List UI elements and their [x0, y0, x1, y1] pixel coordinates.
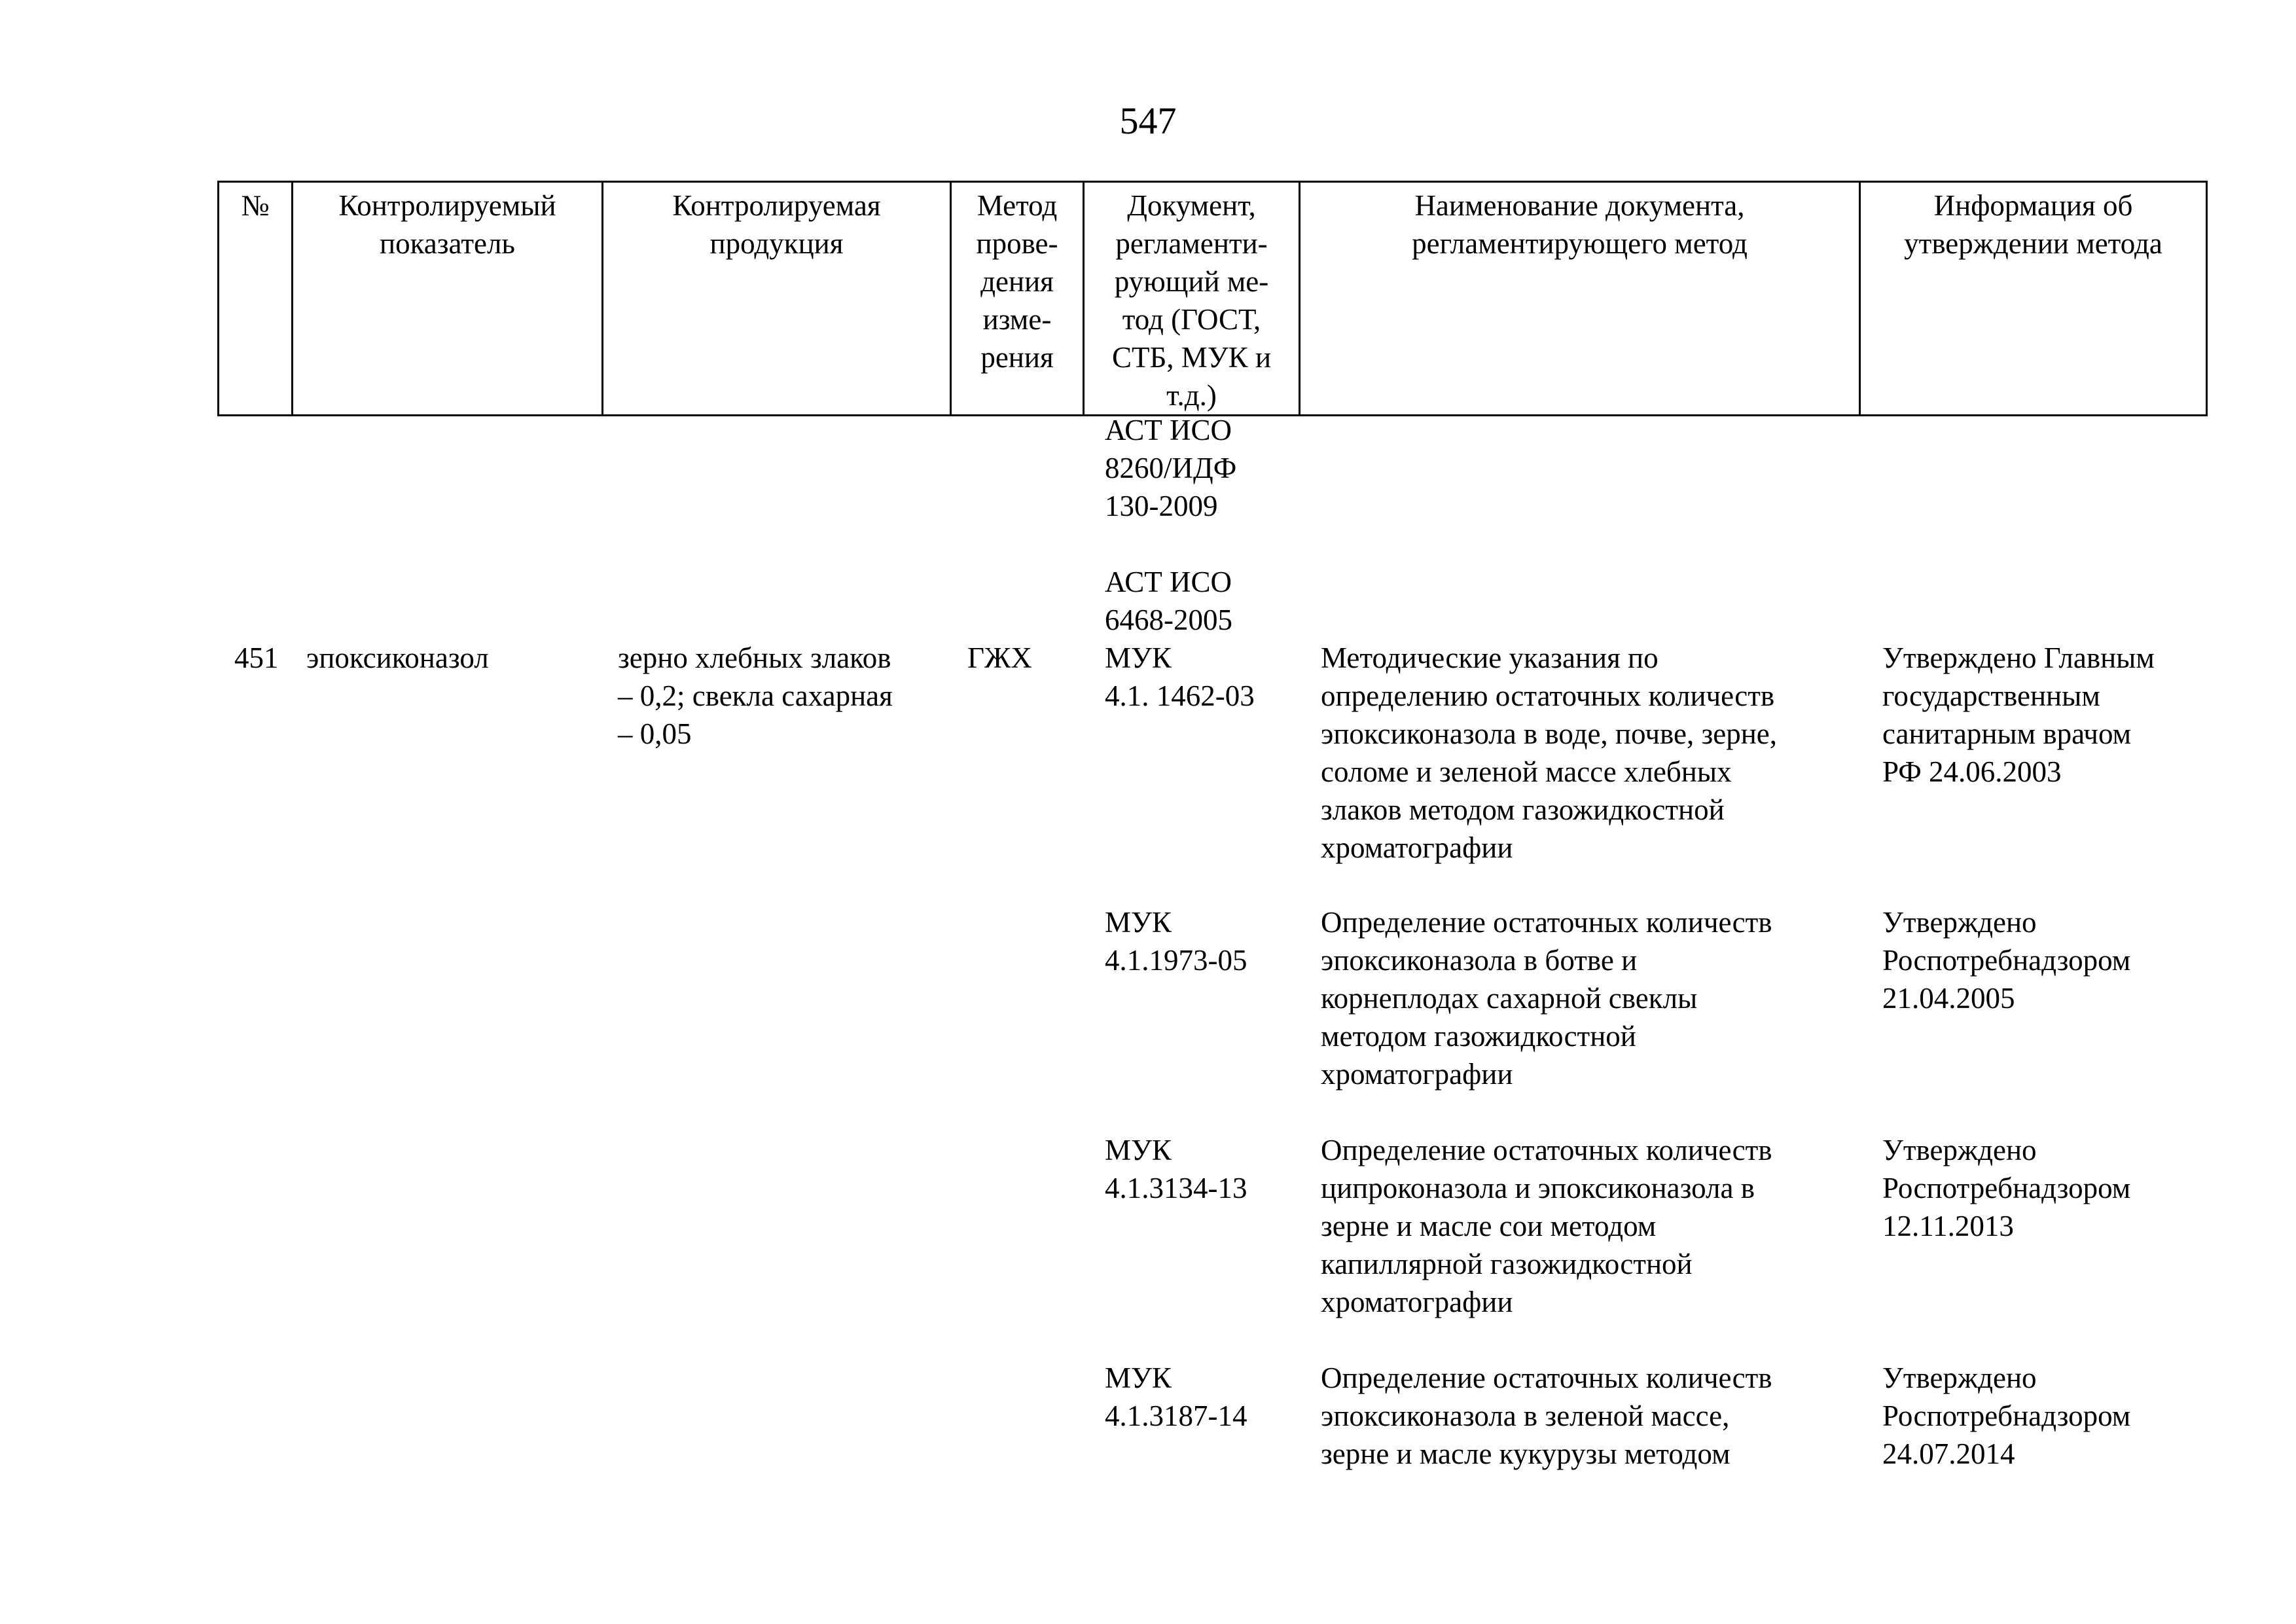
document-approval-4: Утверждено Роспотребнадзором 24.07.2014 [1882, 1362, 2131, 1470]
document-code-1: МУК 4.1. 1462-03 [1105, 641, 1255, 712]
document-name-4: Определение остаточных количеств эпоксиконазола в зеленой массе, зерне и масле кукурузы методом [1321, 1362, 1772, 1470]
document-approval-2: Утверждено Роспотребнадзором 21.04.2005 [1882, 906, 2131, 1015]
document-code-3: МУК 4.1.3134-13 [1105, 1134, 1247, 1204]
row-method: ГЖХ [967, 641, 1032, 674]
document-name-1: Методические указания по определению остаточных количеств эпоксиконазола в воде, почве, зерне, соломе и зеленой массе хлебных злаков методом газожидкостной хроматографии [1321, 641, 1777, 864]
document-approval-1: Утверждено Главным государственным санитарным врачом РФ 24.06.2003 [1882, 641, 2155, 788]
row-number: 451 [234, 641, 279, 674]
header-method: Метод прове- дения изме- рения [951, 182, 1084, 416]
header-document-name: Наименование документа, регламентирующего метод [1300, 182, 1860, 416]
table-header [217, 181, 2208, 416]
carryover-document-1: АСТ ИСО 8260/ИДФ 130-2009 [1105, 414, 1237, 522]
header-number: № [219, 182, 293, 416]
header-product: Контролируемая продукция [603, 182, 951, 416]
document-approval-3: Утверждено Роспотребнадзором 12.11.2013 [1882, 1134, 2131, 1242]
document-name-3: Определение остаточных количеств ципроконазола и эпоксиконазола в зерне и масле сои методом капиллярной газожидкостной хроматографии [1321, 1134, 1772, 1318]
carryover-document-2: АСТ ИСО 6468-2005 [1105, 566, 1232, 636]
header-approval: Информация об утверждении метода [1860, 182, 2207, 416]
row-product: зерно хлебных злаков – 0,2; свекла сахарная – 0,05 [618, 641, 893, 750]
header-document: Документ, регламенти- рующий ме- тод (ГОСТ, СТБ, МУК и т.д.) [1084, 182, 1300, 416]
header-indicator: Контролируемый показатель [293, 182, 603, 416]
document-code-4: МУК 4.1.3187-14 [1105, 1362, 1247, 1432]
document-name-2: Определение остаточных количеств эпоксиконазола в ботве и корнеплодах сахарной свеклы методом газожидкостной хроматографии [1321, 906, 1772, 1091]
page-number: 547 [1119, 99, 1177, 142]
row-indicator: эпоксиконазол [306, 641, 489, 674]
document-code-2: МУК 4.1.1973-05 [1105, 906, 1247, 977]
